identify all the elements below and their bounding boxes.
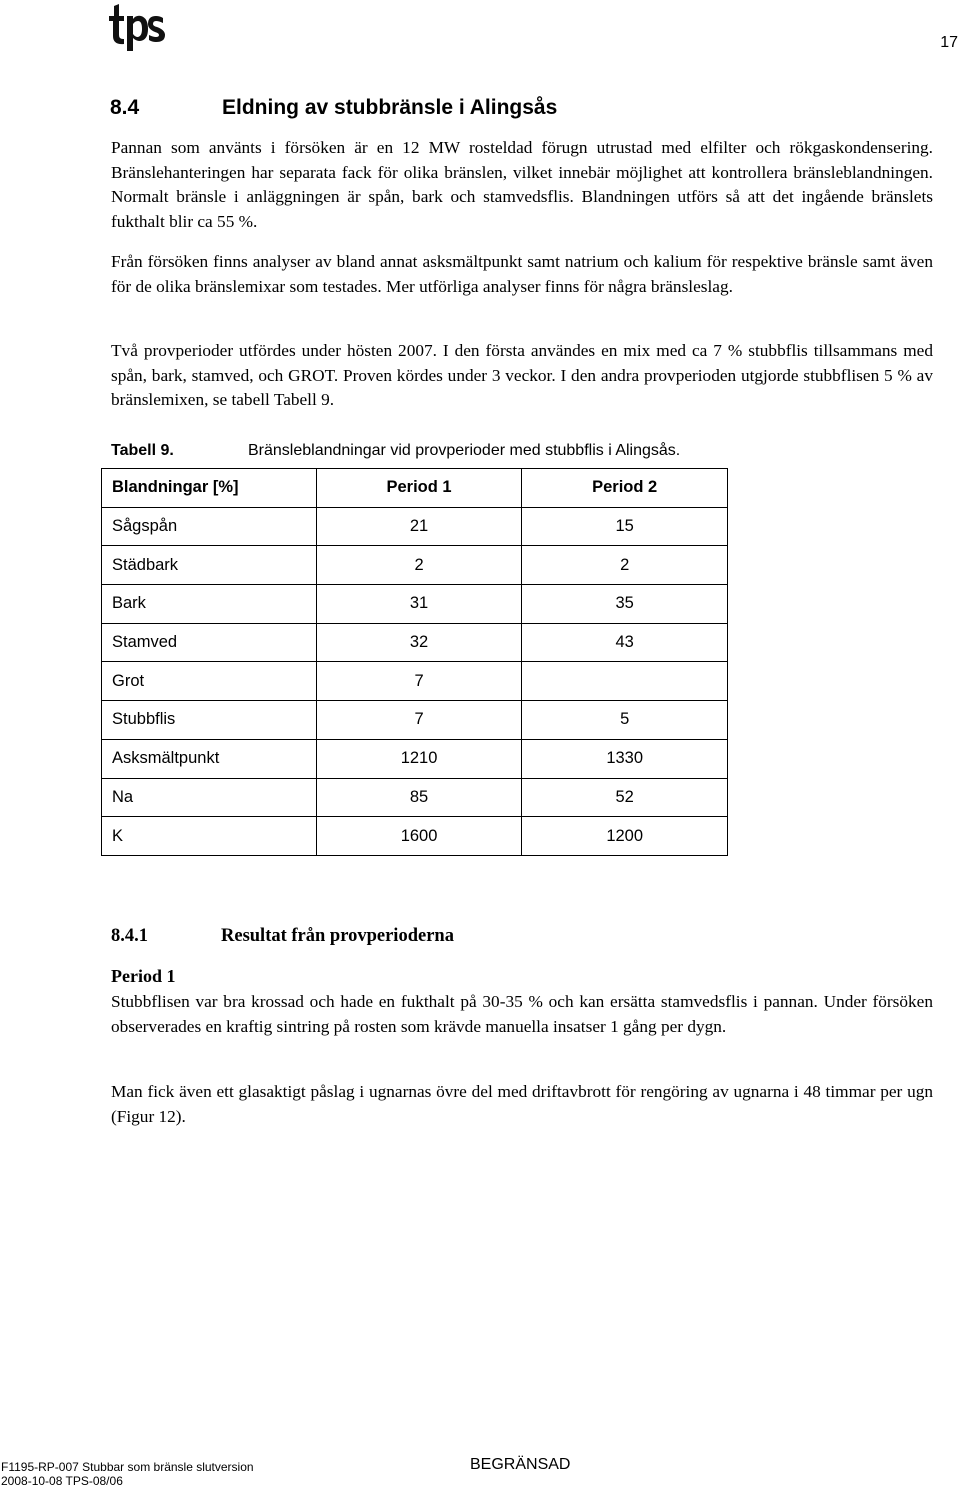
subsection-title: Resultat från provperioderna — [221, 926, 454, 946]
table-cell: Asksmältpunkt — [102, 739, 317, 778]
subsection-number: 8.4.1 — [111, 926, 148, 946]
table-header-row — [102, 469, 728, 508]
table-cell: 7 — [316, 662, 522, 701]
table-row — [102, 662, 728, 701]
table-row — [102, 623, 728, 662]
paragraph-test-periods: Två provperioder utfördes under hösten 2007. I den första användes en mix med ca 7 % stubbflis tillsammans med spån, bark, stamved, och GROT. Proven kördes under 3 veckor. I den andra provperioden utgjorde stubbflisen 5 % av bränslemixen, se tabell Tabell 9. — [111, 341, 933, 409]
table-cell: 1330 — [522, 739, 728, 778]
table-cell: 1210 — [316, 739, 522, 778]
footer-classification: BEGRÄNSAD — [470, 1456, 571, 1473]
table-cell: Stamved — [102, 623, 317, 662]
table-caption-label: Tabell 9. — [111, 442, 174, 459]
table-caption-text: Bränsleblandningar vid provperioder med stubbflis i Alingsås. — [248, 442, 681, 459]
table-cell: K — [102, 817, 317, 856]
table-cell: Stubbflis — [102, 701, 317, 740]
footer-date: 2008-10-08 TPS-08/06 — [1, 1474, 123, 1488]
table-cell: 35 — [522, 585, 728, 624]
table-cell: 1600 — [316, 817, 522, 856]
table-cell: 52 — [522, 778, 728, 817]
table-row — [102, 507, 728, 546]
table-caption — [111, 442, 680, 460]
table-row — [102, 778, 728, 817]
tps-logo-graphic — [108, 2, 168, 52]
table-cell: Sågspån — [102, 507, 317, 546]
table-cell: 85 — [316, 778, 522, 817]
paragraph-period-1-result: Stubbflisen var bra krossad och hade en fukthalt på 30-35 % och kan ersätta stamvedsflis i pannan. Under försöken observerades en kraftig sintring på rosten som krävde manuella insatser 1 gång per dygn. — [111, 992, 933, 1036]
paragraph-boiler: Pannan som använts i försöken är en 12 MW rosteldad förugn utrustad med elfilter och rökgaskondensering. Bränslehanteringen har separata fack för olika bränslen, vilket innebär möjlighet att kontrollera bränsleblandningen. Normalt bränsle i anläggningen är spån, bark och stamvedsflis. Blandningen utförs så att det ingående bränslets fukthalt blir ca 55 %. — [111, 138, 933, 231]
tps-logo — [108, 2, 168, 52]
page-number: 17 — [940, 34, 958, 51]
table-row — [102, 739, 728, 778]
table-cell: 32 — [316, 623, 522, 662]
table-cell: 31 — [316, 585, 522, 624]
table-cell: 1200 — [522, 817, 728, 856]
table-cell: Städbark — [102, 546, 317, 585]
fuel-mix-table — [101, 468, 728, 856]
footer-document-id: F1195-RP-007 Stubbar som bränsle slutversion — [1, 1460, 254, 1474]
section-heading — [110, 96, 557, 120]
table-cell: 43 — [522, 623, 728, 662]
table-cell: 21 — [316, 507, 522, 546]
section-title: Eldning av stubbränsle i Alingsås — [222, 96, 558, 119]
paragraph-glassy-deposit: Man fick även ett glasaktigt påslag i ugnarnas övre del med driftavbrott för rengöring av ugnarna i 48 timmar per ugn (Figur 12). — [111, 1082, 933, 1126]
table-row — [102, 585, 728, 624]
table-cell: Na — [102, 778, 317, 817]
period-1-heading: Period 1 — [111, 966, 176, 986]
table-header-cell: Period 1 — [316, 469, 522, 508]
table-cell: Grot — [102, 662, 317, 701]
table-header-cell: Blandningar [%] — [102, 469, 317, 508]
paragraph-analyses: Från försöken finns analyser av bland annat asksmältpunkt samt natrium och kalium för respektive bränsle samt även för de olika bränslemixar som testades. Mer utförliga analyser finns för några bränsleslag. — [111, 252, 933, 296]
table-row — [102, 546, 728, 585]
table-cell — [522, 662, 728, 701]
table-cell: 7 — [316, 701, 522, 740]
table-cell: 2 — [522, 546, 728, 585]
table-cell: 2 — [316, 546, 522, 585]
table-row — [102, 817, 728, 856]
section-number: 8.4 — [110, 96, 140, 119]
table-row — [102, 701, 728, 740]
table-header-cell: Period 2 — [522, 469, 728, 508]
table-cell: 5 — [522, 701, 728, 740]
table-cell: Bark — [102, 585, 317, 624]
subsection-heading — [111, 926, 454, 947]
table-cell: 15 — [522, 507, 728, 546]
